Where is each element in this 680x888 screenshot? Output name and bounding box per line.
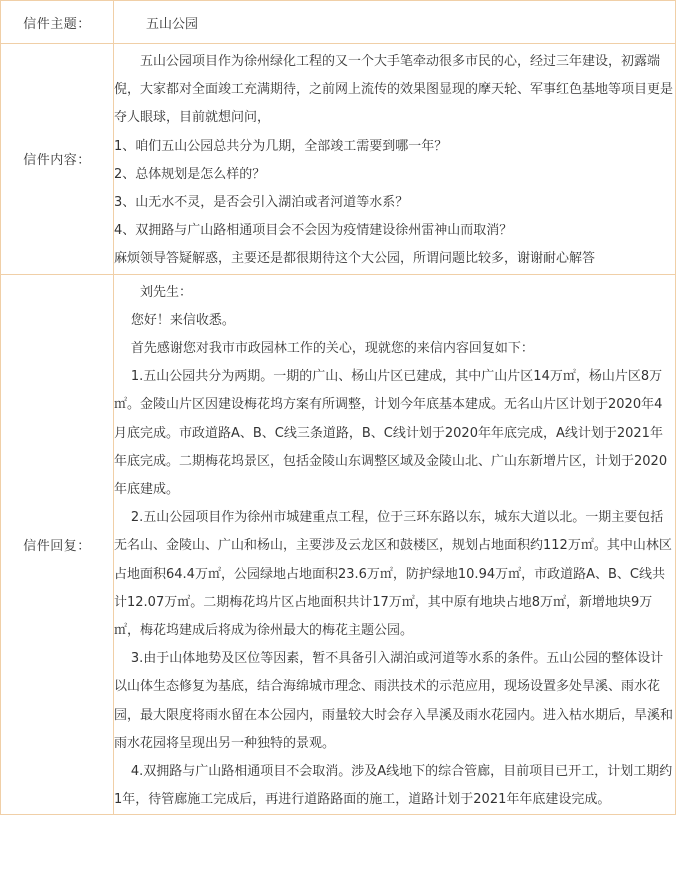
content-intro: 五山公园项目作为徐州绿化工程的又一个大手笔牵动很多市民的心，经过三年建设，初露端倪，大家都对全面竣工充满期待，之前网上流传的效果图显现的摩天轮、军事红色基地等项目更是夺人眼球，目前就想问问， [114,54,674,126]
content-question: 1、咱们五山公园总共分为几期，全部竣工需要到哪一年？ [114,138,448,154]
reply-greeting: 您好！来信收悉。 [130,312,235,328]
subject-label: 信件主题： [1,1,114,44]
reply-salutation: 刘先生： [140,284,193,300]
reply-body [114,274,676,815]
reply-row [1,274,676,815]
reply-answer: 4.双拥路与广山路相通项目不会取消。涉及A线地下的综合管廊，目前项目已开工，计划工期约1年，待管廊施工完成后，再进行道路路面的施工，道路计划于2021年年底建设完成。 [114,764,673,808]
reply-answer: 2.五山公园项目作为徐州市城建重点工程，位于三环东路以东，城东大道以北。一期主要包括无名山、金陵山、广山和杨山，主要涉及云龙区和鼓楼区，规划占地面积约112万㎡。其中山林区占地面积64.4万㎡，公园绿地占地面积23.6万㎡，防护绿地10.94万㎡，市政道路A、B、C线共计12.07万㎡。二期梅花坞片区占地面积共计17万㎡，其中原有地块占地8万㎡，新增地块9万㎡，梅花坞建成后将成为徐州最大的梅花主题公园。 [114,510,672,639]
reply-answer: 1.五山公园共分为两期。一期的广山、杨山片区已建成，其中广山片区14万㎡，杨山片区8万㎡。金陵山片区因建设梅花坞方案有所调整，计划今年底基本建成。无名山片区计划于2020年4月底完成。市政道路A、B、C线三条道路，B、C线计划于2020年年底完成，A线计划于2021年年底完成。二期梅花坞景区，包括金陵山东调整区域及金陵山北、广山东新增片区，计划于2020年底建成。 [114,369,668,498]
content-question: 3、山无水不灵，是否会引入湖泊或者河道等水系？ [114,195,409,211]
content-closing: 麻烦领导答疑解惑，主要还是都很期待这个大公园，所谓问题比较多，谢谢耐心解答 [114,251,596,267]
reply-label: 信件回复： [1,274,114,815]
reply-opening: 首先感谢您对我市市政园林工作的关心，现就您的来信内容回复如下： [130,341,534,357]
subject-row [1,1,676,44]
subject-value: 五山公园 [114,1,676,44]
content-label: 信件内容： [1,44,114,275]
content-question: 2、总体规划是怎么样的？ [114,166,266,182]
reply-answer: 3.由于山体地势及区位等因素，暂不具备引入湖泊或河道等水系的条件。五山公园的整体设计以山体生态修复为基底，结合海绵城市理念、雨洪技术的示范应用，现场设置多处旱溪、雨水花园，最大限度将雨水留在本公园内，雨量较大时会存入旱溪及雨水花园内。进入枯水期后，旱溪和雨水花园将呈现出另一种独特的景观。 [114,651,674,751]
content-body [114,44,676,275]
content-row [1,44,676,275]
content-question: 4、双拥路与广山路相通项目会不会因为疫情建设徐州雷神山而取消？ [114,223,513,239]
